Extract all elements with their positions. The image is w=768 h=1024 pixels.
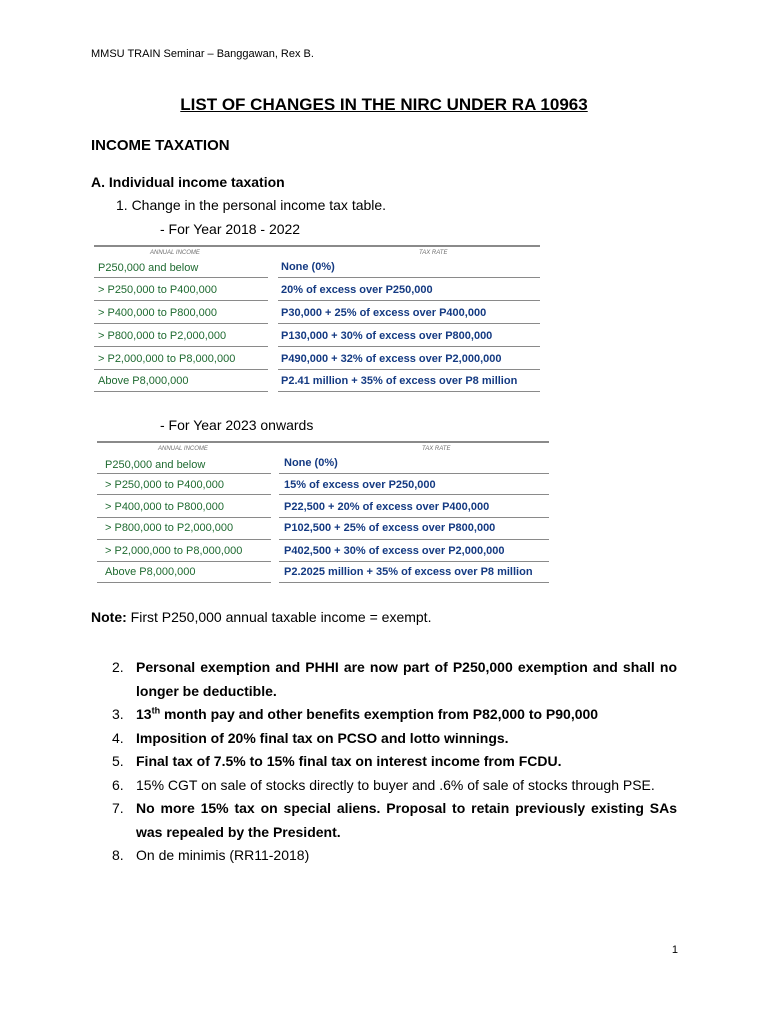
tax-rate: None (0%) [284,457,338,469]
income-bracket: > P2,000,000 to P8,000,000 [105,545,243,557]
column-header-income: ANNUAL INCOME [158,446,208,452]
tax-rate: P22,500 + 20% of excess over P400,000 [284,501,490,513]
income-bracket: > P800,000 to P2,000,000 [105,522,234,534]
list-item-number: 8. [112,847,124,863]
income-bracket: > P250,000 to P400,000 [105,479,224,491]
income-bracket: > P250,000 to P400,000 [98,284,217,296]
tax-table-2018 [94,245,540,392]
ordinal-number: 13 [136,706,152,722]
tax-rate: P2.2025 million + 35% of excess over P8 million [284,566,533,578]
tax-rate: P490,000 + 32% of excess over P2,000,000 [281,353,502,365]
tax-rate: P130,000 + 30% of excess over P800,000 [281,330,493,342]
tax-rate: P2.41 million + 35% of excess over P8 million [281,375,518,387]
section-heading: INCOME TAXATION [91,137,230,154]
income-bracket: > P400,000 to P800,000 [98,307,217,319]
tax-rate: 15% of excess over P250,000 [284,479,436,491]
tax-table-2023 [97,441,549,583]
list-item [91,656,677,703]
ordinal-suffix: th [151,705,161,716]
income-bracket: Above P8,000,000 [98,375,189,387]
list-item-text: Final tax of 7.5% to 15% final tax on interest income from FCDU. [136,753,562,769]
page-number: 1 [671,944,678,956]
income-bracket: P250,000 and below [105,459,206,471]
list-item [91,750,677,774]
tax-rate: P30,000 + 25% of excess over P400,000 [281,307,487,319]
list-item-number: 6. [112,776,124,793]
list-item-text-rest: month pay and other benefits exemption from P82,000 to P90,000 [160,706,599,722]
list-item-text: Imposition of 20% final tax on PCSO and lotto winnings. [136,729,509,746]
changes-list [91,656,677,868]
income-bracket: P250,000 and below [98,262,199,274]
year-label-2018: - For Year 2018 - 2022 [160,221,301,237]
list-item-text: No more 15% tax on special aliens. Proposal to retain previously existing SAs was repealed by the President. [136,800,677,840]
column-header-income: ANNUAL INCOME [150,250,200,256]
list-item-text: On de minimis (RR11-2018) [136,847,310,863]
subsection-heading: A. Individual income taxation [91,174,285,190]
list-item-number: 2. [112,659,124,675]
list-item-number: 4. [112,729,124,746]
column-header-rate: TAX RATE [422,446,451,452]
income-bracket: Above P8,000,000 [105,566,196,578]
list-item [91,727,677,751]
tax-rate: P402,500 + 30% of excess over P2,000,000 [284,545,505,557]
list-item [91,797,677,844]
list-item-text: Personal exemption and PHHI are now part of P250,000 exemption and shall no longer be deductible. [136,659,677,699]
note-label: Note: [91,609,127,625]
document-header: MMSU TRAIN Seminar – Banggawan, Rex B. [91,48,314,60]
year-label-2023: - For Year 2023 onwards [160,417,314,433]
list-item-number: 3. [112,706,124,722]
tax-rate: None (0%) [281,261,335,273]
tax-rate: P102,500 + 25% of excess over P800,000 [284,522,496,534]
note [91,609,431,625]
list-item-text [136,703,677,727]
note-text: First P250,000 annual taxable income = exempt. [126,609,432,625]
list-item [91,703,677,727]
list-item-number: 5. [112,753,124,769]
tax-rate: 20% of excess over P250,000 [281,284,433,296]
list-item-number: 7. [112,800,124,816]
list-item-text: 15% CGT on sale of stocks directly to buyer and .6% of sale of stocks through PSE. [136,776,655,793]
income-bracket: > P400,000 to P800,000 [105,501,224,513]
page-title: LIST OF CHANGES IN THE NIRC UNDER RA 10963 [180,95,588,114]
income-bracket: > P2,000,000 to P8,000,000 [98,353,236,365]
list-item [91,774,677,798]
list-item [91,844,677,868]
list-item-1: 1. Change in the personal income tax table. [116,197,387,213]
column-header-rate: TAX RATE [419,250,448,256]
income-bracket: > P800,000 to P2,000,000 [98,330,227,342]
